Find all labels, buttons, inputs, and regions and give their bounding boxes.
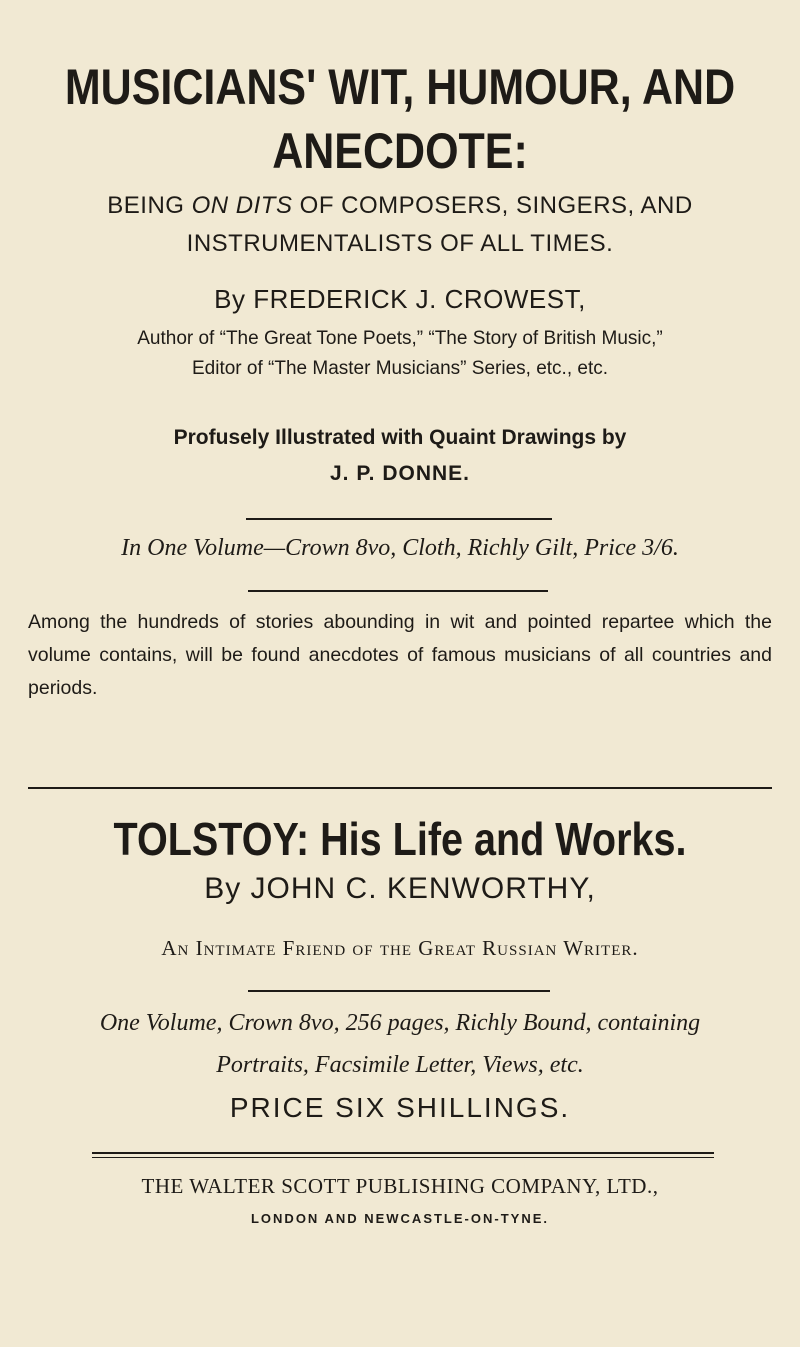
section-divider (28, 787, 772, 789)
subtitle-italic: ON DITS (191, 192, 293, 219)
publisher-divider (92, 1152, 714, 1154)
subtitle-post: OF COMPOSERS, SINGERS, AND (292, 192, 693, 219)
publisher-locations: LONDON AND NEWCASTLE-ON-TYNE. (250, 1211, 549, 1226)
divider (248, 990, 550, 992)
divider (248, 590, 548, 592)
illustrator-name: J. P. DONNE. (330, 462, 470, 485)
publisher-divider (92, 1157, 714, 1158)
title-line-1: MUSICIANS' WIT, HUMOUR, AND (64, 59, 736, 115)
author-credits-line-2: Editor of “The Master Musicians” Series, etc., etc. (191, 358, 609, 379)
publisher-name: THE WALTER SCOTT PUBLISHING COMPANY, LTD., (141, 1174, 659, 1198)
subtitle-line-2: INSTRUMENTALISTS OF ALL TIMES. (186, 230, 614, 257)
description-paragraph: Among the hundreds of stories abounding in wit and pointed repartee which the volume contains, will be found anecdotes of famous musicians of all countries and periods. (28, 611, 772, 699)
illustrated-line-1: Profusely Illustrated with Quaint Drawings by (173, 426, 627, 449)
title-line-2: ANECDOTE: (272, 123, 528, 179)
tolstoy-volume-line-1: One Volume, Crown 8vo, 256 pages, Richly Bound, containing (99, 1010, 701, 1036)
tolstoy-volume-line-2: Portraits, Facsimile Letter, Views, etc. (216, 1052, 584, 1078)
tolstoy-price: PRICE SIX SHILLINGS. (229, 1092, 571, 1123)
tolstoy-author-description: An Intimate Friend of the Great Russian Writer. (161, 936, 639, 960)
author-byline: By FREDERICK J. CROWEST, (214, 284, 586, 314)
tolstoy-byline: By JOHN C. KENWORTHY, (204, 872, 596, 905)
subtitle-pre: BEING (107, 192, 192, 219)
divider (246, 518, 552, 520)
author-credits-line-1: Author of “The Great Tone Poets,” “The Story of British Music,” (137, 328, 663, 349)
subtitle-line-1 (0, 192, 800, 220)
volume-price-line: In One Volume—Crown 8vo, Cloth, Richly Gilt, Price 3/6. (121, 535, 679, 561)
tolstoy-title: TOLSTOY: His Life and Works. (113, 813, 687, 865)
